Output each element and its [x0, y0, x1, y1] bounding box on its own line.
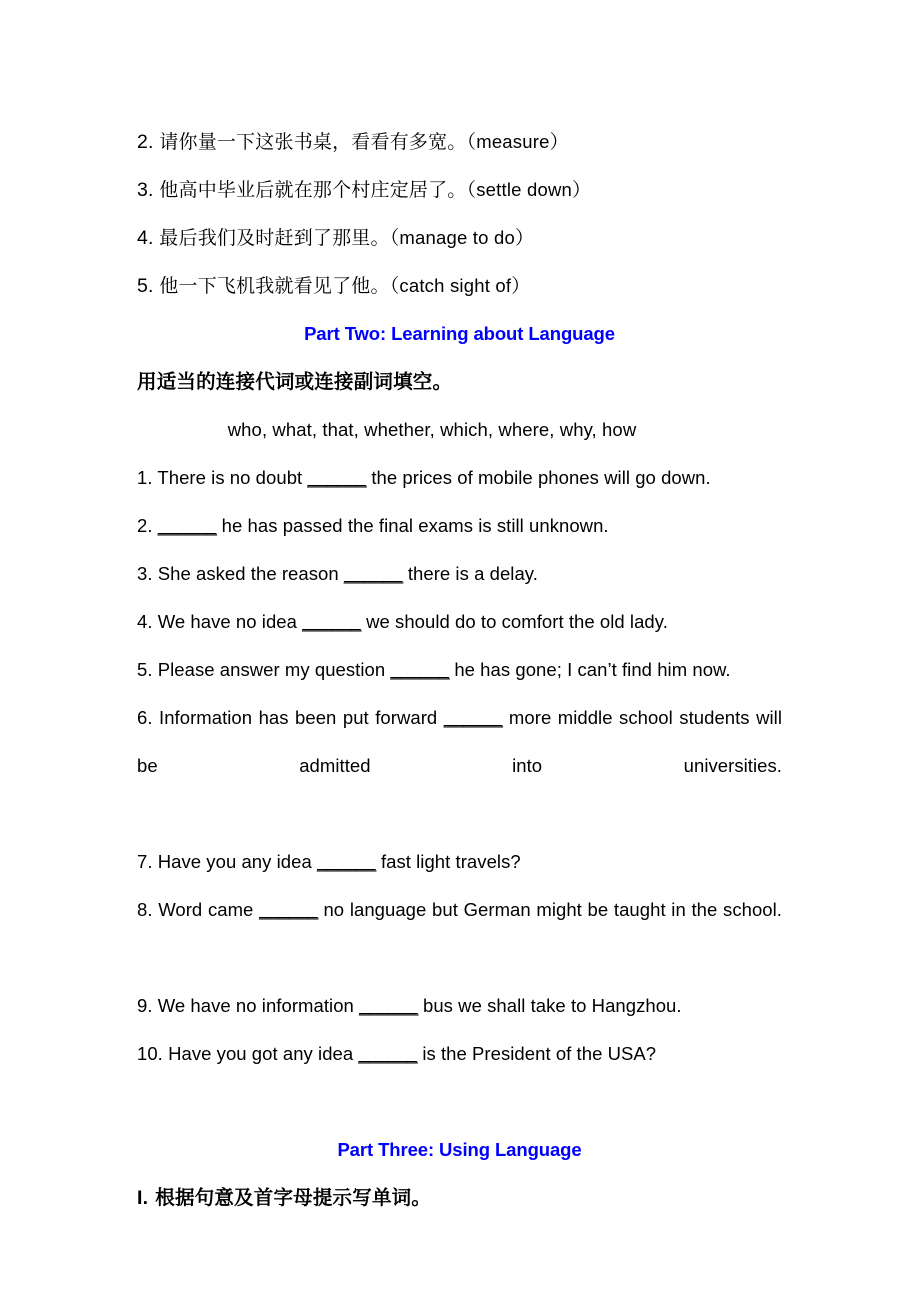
item-number: 3.	[137, 179, 154, 201]
item-text-before: We have no idea	[152, 611, 303, 632]
hint-close-paren: ）	[549, 131, 569, 153]
item-number: 5.	[137, 659, 153, 680]
document-content	[137, 118, 782, 1222]
item-chinese-text: 他高中毕业后就在那个村庄定居了。	[159, 179, 467, 201]
answer-blank[interactable]: ______	[317, 851, 376, 872]
item-hint: catch sight of	[399, 275, 512, 296]
exercise-item	[137, 886, 782, 982]
item-number: 2.	[137, 515, 153, 536]
item-text-after: no language but German might be taught in the school.	[317, 899, 782, 920]
item-number: 6.	[137, 707, 153, 728]
item-text-before: Have you got any idea	[162, 1043, 359, 1064]
hint-open-paren: （	[466, 179, 477, 201]
item-text-before: Please answer my question	[152, 659, 391, 680]
translation-item	[137, 118, 782, 166]
hint-open-paren: （	[389, 227, 400, 249]
exercise-item	[137, 838, 782, 886]
exercise-item	[137, 646, 782, 694]
exercise-item	[137, 550, 782, 598]
item-text-before: There is no doubt	[152, 467, 308, 488]
part-two-heading: Part Two: Learning about Language	[304, 323, 615, 344]
exercise-item	[137, 1030, 782, 1078]
part-three-heading: Part Three: Using Language	[337, 1139, 582, 1160]
part-two-instruction: 用适当的连接代词或连接副词填空。	[137, 370, 453, 393]
item-text-before: Have you any idea	[152, 851, 318, 872]
item-text-after: fast light travels?	[375, 851, 521, 872]
exercise-item	[137, 598, 782, 646]
item-text-before: Information has been put forward	[152, 707, 444, 728]
item-chinese-text: 请你量一下这张书桌，看看有多宽。	[159, 131, 467, 153]
item-number: 4.	[137, 227, 154, 249]
exercise-item	[137, 502, 782, 550]
answer-blank[interactable]: ______	[259, 899, 318, 920]
item-number: 10.	[137, 1043, 163, 1064]
item-number: 1.	[137, 467, 153, 488]
item-text-after: we should do to comfort the old lady.	[360, 611, 668, 632]
hint-open-paren: （	[389, 275, 400, 297]
section-marker: I.	[137, 1187, 149, 1209]
answer-blank[interactable]: ______	[359, 995, 418, 1016]
item-number: 4.	[137, 611, 153, 632]
item-text-after: is the President of the USA?	[417, 1043, 657, 1064]
translation-item	[137, 262, 782, 310]
answer-blank[interactable]: ______	[390, 659, 450, 680]
item-number: 3.	[137, 563, 153, 584]
translation-item	[137, 214, 782, 262]
exercise-item	[137, 694, 782, 838]
item-number: 5.	[137, 275, 154, 297]
answer-blank[interactable]: ______	[307, 467, 367, 488]
item-text-after: bus we shall take to Hangzhou.	[417, 995, 682, 1016]
item-text-before: We have no information	[152, 995, 360, 1016]
item-chinese-text: 他一下飞机我就看见了他。	[159, 275, 390, 297]
item-number: 2.	[137, 131, 154, 153]
item-hint: measure	[476, 131, 550, 152]
item-text-after: he has passed the final exams is still unknown.	[216, 515, 609, 536]
answer-blank[interactable]: ______	[443, 707, 503, 728]
item-text-after: there is a delay.	[402, 563, 538, 584]
item-text-before: Word came	[152, 899, 260, 920]
exercise-item	[137, 982, 782, 1030]
hint-close-paren: ）	[514, 227, 535, 249]
item-text-after: more middle school students will be admitted into universities.	[137, 707, 782, 776]
hint-close-paren: ）	[572, 179, 592, 201]
item-number: 7.	[137, 851, 153, 872]
item-number: 8.	[137, 899, 153, 920]
answer-blank[interactable]: ______	[358, 1043, 418, 1064]
answer-blank[interactable]: ______	[157, 515, 217, 536]
item-chinese-text: 最后我们及时赶到了那里。	[159, 227, 390, 249]
item-text-after: he has gone; I can’t find him now.	[449, 659, 731, 680]
word-bank: who, what, that, whether, which, where, why, how	[227, 419, 637, 440]
item-text-after: the prices of mobile phones will go down.	[366, 467, 711, 488]
item-number: 9.	[137, 995, 153, 1016]
section-title-text: 根据句意及首字母提示写单词。	[155, 1186, 432, 1209]
hint-close-paren: ）	[511, 275, 531, 297]
answer-blank[interactable]: ______	[343, 563, 403, 584]
translation-item	[137, 166, 782, 214]
hint-open-paren: （	[466, 131, 477, 153]
item-hint: manage to do	[399, 227, 515, 248]
part-three-section-title	[137, 1174, 782, 1222]
section-gap	[137, 1078, 782, 1126]
item-hint: settle down	[476, 179, 572, 200]
exercise-item	[137, 454, 782, 502]
item-text-before: She asked the reason	[152, 563, 344, 584]
answer-blank[interactable]: ______	[302, 611, 361, 632]
